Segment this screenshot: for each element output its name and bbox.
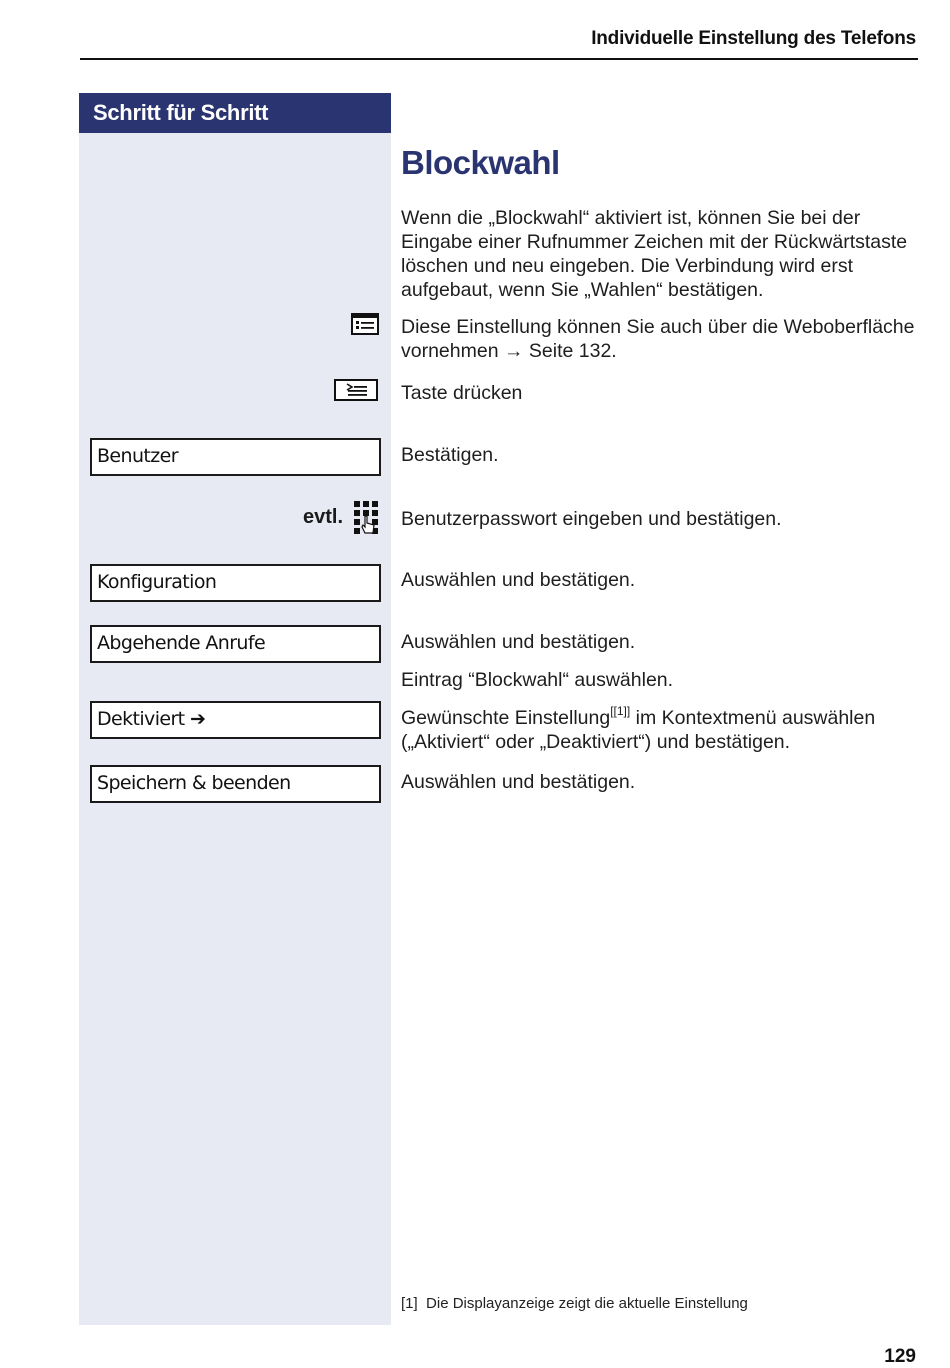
menu-item-deaktiviert[interactable] bbox=[90, 701, 381, 739]
keypad-icon bbox=[353, 500, 379, 541]
setting-prefix: Gewünschte Einstellung bbox=[401, 707, 611, 729]
footnote-text: Die Displayanzeige zeigt die aktuelle Einstellung bbox=[426, 1295, 748, 1312]
step-press-key: Taste drücken bbox=[401, 382, 523, 404]
step-select-konfiguration: Auswählen und bestätigen. bbox=[401, 569, 636, 591]
web-interface-icon bbox=[351, 313, 379, 340]
evtl-label: evtl. bbox=[303, 506, 344, 528]
step-confirm: Bestätigen. bbox=[401, 444, 499, 466]
menu-item-benutzer[interactable] bbox=[90, 438, 381, 476]
running-header: Individuelle Einstellung des Telefons bbox=[591, 28, 916, 49]
header-rule bbox=[80, 58, 918, 60]
sidebar-heading: Schritt für Schritt bbox=[93, 100, 269, 125]
step-setting bbox=[401, 706, 921, 754]
web-note: Diese Einstellung können Sie auch über die Weboberfläche vornehmen → Seite 132. bbox=[401, 316, 915, 362]
step-select-abgehende: Auswählen und bestätigen. bbox=[401, 631, 636, 653]
sidebar-heading-bar bbox=[79, 93, 391, 133]
menu-item-label: Speichern & beenden bbox=[97, 772, 291, 794]
menu-item-label: Abgehende Anrufe bbox=[97, 632, 266, 654]
footnote-ref: [[1]] bbox=[610, 704, 631, 718]
menu-key-icon[interactable] bbox=[334, 379, 378, 406]
menu-item-abgehende-anrufe[interactable] bbox=[90, 625, 381, 663]
intro-paragraph: Wenn die „Blockwahl“ aktiviert ist, können Sie bei der Eingabe einer Rufnummer Zeichen mit der Rückwärtstaste löschen und neu eingeben. Die Verbindung wird erst aufgebaut, wenn Sie „Wahlen“ bestätigen. bbox=[401, 207, 908, 301]
step-save: Auswählen und bestätigen. bbox=[401, 771, 636, 793]
menu-item-label: Dektiviert ➔ bbox=[97, 708, 206, 730]
page-title: Blockwahl bbox=[401, 144, 560, 181]
footnote bbox=[401, 1295, 748, 1312]
step-password: Benutzerpasswort eingeben und bestätigen. bbox=[401, 508, 782, 530]
menu-item-speichern[interactable] bbox=[90, 765, 381, 803]
menu-item-label: Benutzer bbox=[97, 445, 178, 467]
setting-text: im Kontextmenü auswählen („Aktiviert“ oder „Deaktiviert“) und bestätigen. bbox=[401, 707, 876, 753]
step-select-blockwahl: Eintrag “Blockwahl“ auswählen. bbox=[401, 669, 674, 691]
footnote-marker: [1] bbox=[401, 1295, 418, 1312]
page-number: 129 bbox=[884, 1346, 916, 1367]
menu-item-konfiguration[interactable] bbox=[90, 564, 381, 602]
menu-item-label: Konfiguration bbox=[97, 571, 217, 593]
